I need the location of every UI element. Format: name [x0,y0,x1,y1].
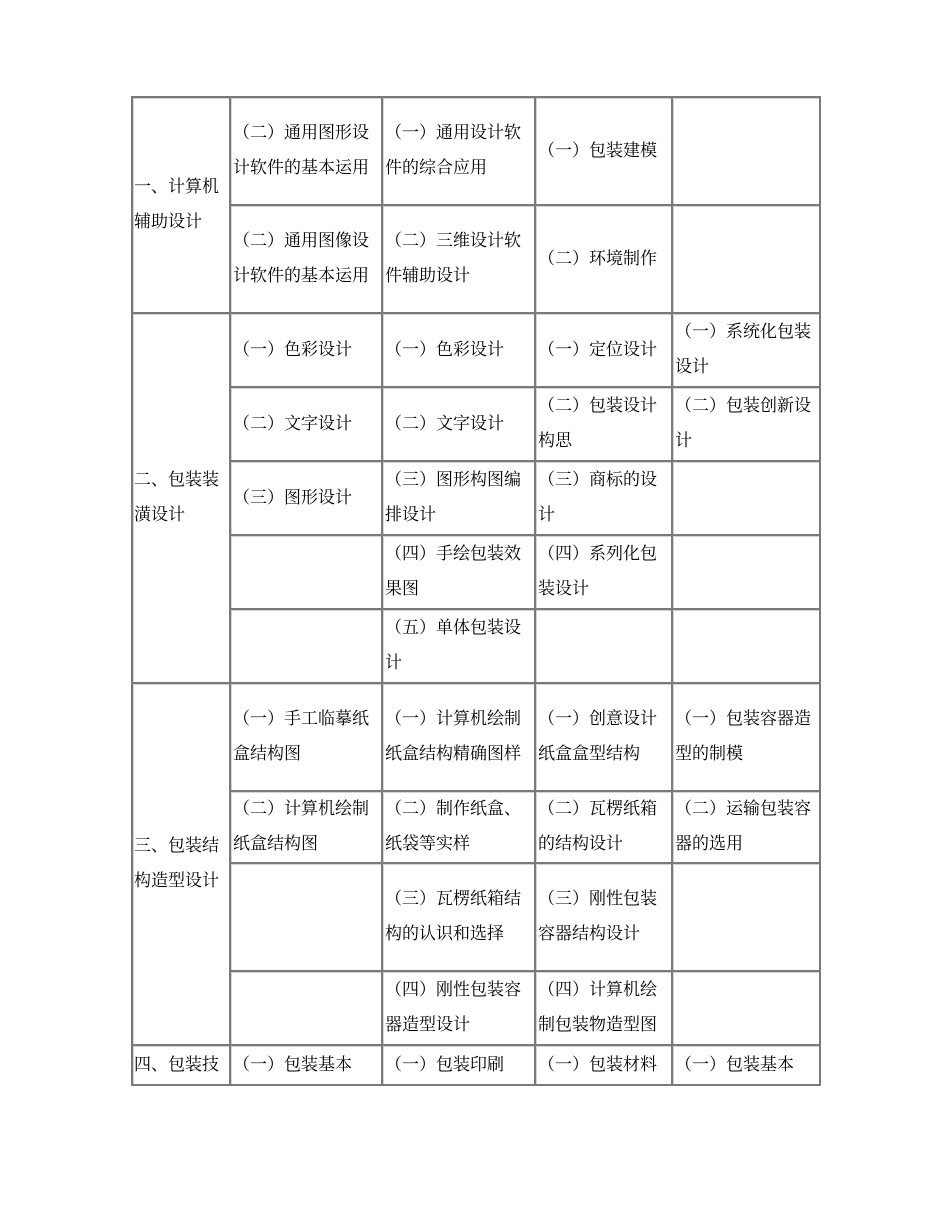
table-cell [231,864,383,972]
table-cell: （一）定位设计 [536,314,673,388]
table-cell: （三）商标的设计 [536,462,673,536]
table-cell: （一）色彩设计 [231,314,383,388]
table-row [133,864,821,972]
table-cell: （一）计算机绘制纸盒结构精确图样 [383,684,536,792]
table-cell: （四）计算机绘制包装物造型图 [536,972,673,1046]
table-cell: （三）图形构图编排设计 [383,462,536,536]
table-row [133,314,821,388]
table-cell: （一）色彩设计 [383,314,536,388]
table-cell [673,972,821,1046]
table-cell [231,536,383,610]
table-row [133,462,821,536]
table-cell [673,462,821,536]
table-cell: （五）单体包装设计 [383,610,536,684]
table-cell: （一）手工临摹纸盒结构图 [231,684,383,792]
table-cell [673,98,821,206]
table-cell: （三）图形设计 [231,462,383,536]
table-cell: （一）通用设计软件的综合应用 [383,98,536,206]
curriculum-table [131,96,821,1086]
table-cell [673,864,821,972]
table-cell [231,610,383,684]
table-row [133,684,821,792]
table-body [133,98,821,1086]
table-cell [673,206,821,314]
table-cell: （二）通用图像设计软件的基本运用 [231,206,383,314]
table-cell [231,972,383,1046]
table-cell: （四）系列化包装设计 [536,536,673,610]
table-cell: （二）瓦楞纸箱的结构设计 [536,792,673,864]
category-cell: 二、包装装潢设计 [133,314,231,684]
table-row [133,1046,821,1086]
table-cell: （二）文字设计 [231,388,383,462]
table-cell: （二）通用图形设计软件的基本运用 [231,98,383,206]
table-cell: （二）包装设计构思 [536,388,673,462]
table-row [133,388,821,462]
table-cell: （一）包装基本 [673,1046,821,1086]
table-cell: （二）环境制作 [536,206,673,314]
table-row [133,792,821,864]
table-row [133,610,821,684]
table-cell: （二）三维设计软件辅助设计 [383,206,536,314]
table-row [133,98,821,206]
table-cell: （三）瓦楞纸箱结构的认识和选择 [383,864,536,972]
table-cell: （一）系统化包装设计 [673,314,821,388]
table-cell: （二）运输包装容器的选用 [673,792,821,864]
category-cell: 一、计算机辅助设计 [133,98,231,314]
table-cell: （四）刚性包装容器造型设计 [383,972,536,1046]
table-cell [536,610,673,684]
table-cell: （一）包装容器造型的制模 [673,684,821,792]
table-cell [673,536,821,610]
category-cell: 四、包装技 [133,1046,231,1086]
table-cell: （四）手绘包装效果图 [383,536,536,610]
table-cell: （二）计算机绘制纸盒结构图 [231,792,383,864]
table-row [133,206,821,314]
table-cell: （三）刚性包装容器结构设计 [536,864,673,972]
table-cell: （一）包装材料 [536,1046,673,1086]
table-cell: （一）包装基本 [231,1046,383,1086]
table-row [133,536,821,610]
table-row [133,972,821,1046]
table-cell: （一）创意设计纸盒盒型结构 [536,684,673,792]
table-cell [673,610,821,684]
table-cell: （二）制作纸盒、纸袋等实样 [383,792,536,864]
table-cell: （二）包装创新设计 [673,388,821,462]
table-cell: （一）包装印刷 [383,1046,536,1086]
category-cell: 三、包装结构造型设计 [133,684,231,1046]
table-cell: （二）文字设计 [383,388,536,462]
table-cell: （一）包装建模 [536,98,673,206]
